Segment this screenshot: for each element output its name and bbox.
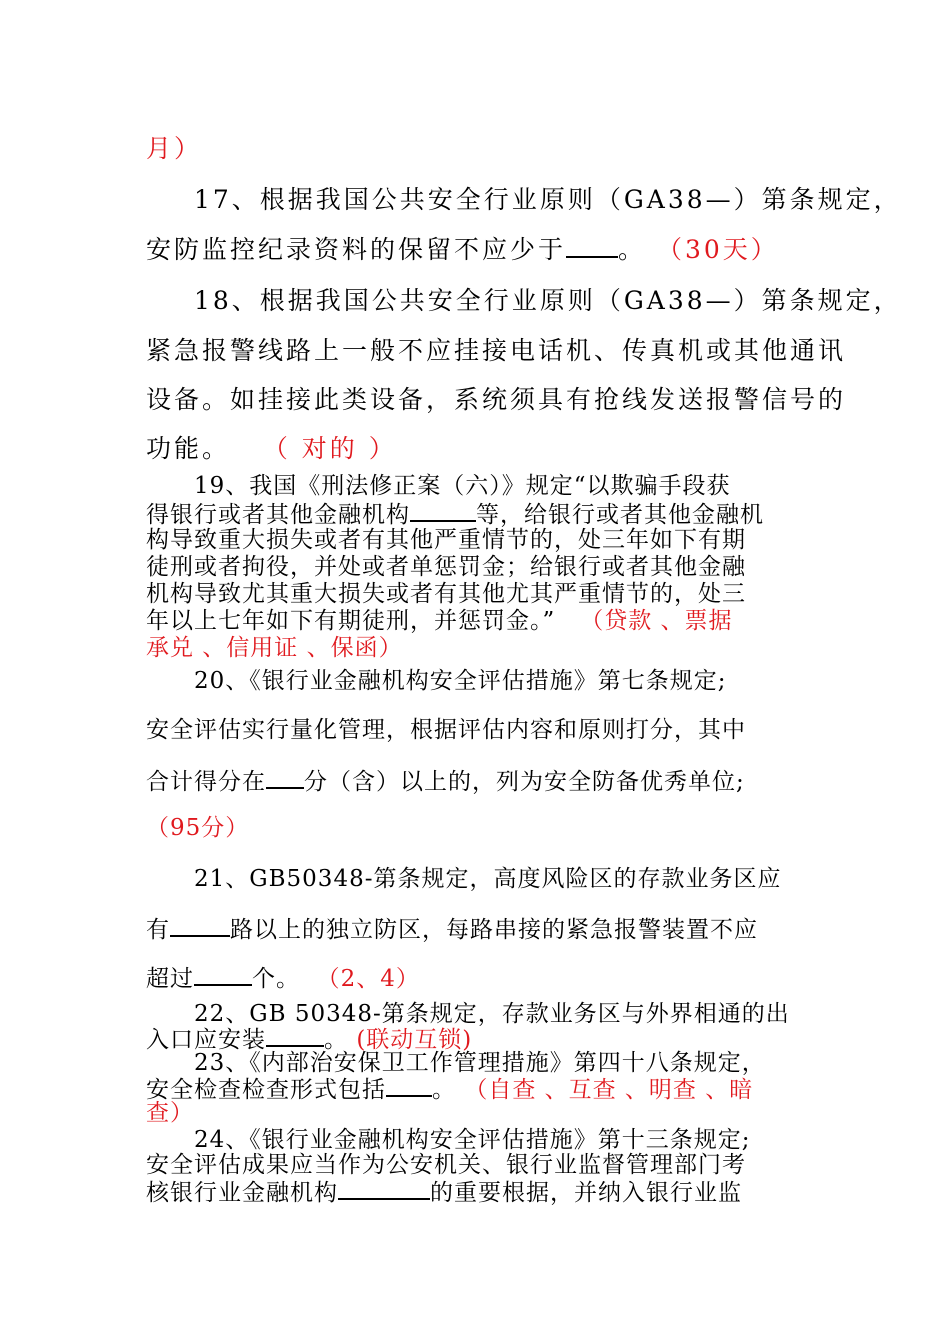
q24-line-1: 24、《银行业金融机构安全评估措施》第十三条规定; bbox=[194, 1127, 751, 1153]
q18-line-2: 紧急报警线路上一般不应挂接电话机、传真机或其他通讯 bbox=[146, 336, 847, 365]
q17-line-2: 安防监控纪录资料的保留不应少于 。 （30天） bbox=[146, 235, 779, 264]
q19-line-1: 19、我国《刑法修正案（六）》规定“以欺骗手段获 bbox=[194, 473, 731, 499]
q21-answer: （2、4） bbox=[316, 966, 420, 992]
q23-line-2: 安全检查检查形式包括 。 （自查 、互查 、明查 、暗 bbox=[146, 1077, 754, 1103]
q21-line-2: 有 路以上的独立防区，每路串接的紧急报警装置不应 bbox=[146, 917, 758, 943]
q23-line-1: 23、《内部治安保卫工作管理措施》第四十八条规定， bbox=[194, 1050, 766, 1076]
q19-line-4: 徒刑或者拘役，并处或者单惩罚金；给银行或者其他金融 bbox=[146, 554, 746, 580]
q18-line-1: 18、根据我国公共安全行业原则（GA38—）第条规定， bbox=[194, 286, 902, 315]
q21-blank-1 bbox=[170, 917, 230, 937]
q19-blank bbox=[410, 502, 476, 522]
q19-answer-part-1: （贷款 、票据 bbox=[580, 608, 733, 634]
q21-line-1: 21、GB50348-第条规定，高度风险区的存款业务区应 bbox=[194, 866, 782, 892]
q19-line-6: 年以上七年如下有期徒刑，并惩罚金。” （贷款 、票据 bbox=[146, 608, 733, 634]
q18-line-3: 设备。如挂接此类设备，系统须具有抢线发送报警信号的 bbox=[146, 385, 847, 414]
q23-blank bbox=[386, 1077, 432, 1097]
q20-answer: （95分） bbox=[146, 815, 250, 841]
q24-line-3: 核银行业金融机构 的重要根据，并纳入银行业监 bbox=[146, 1180, 742, 1206]
q17-blank bbox=[566, 238, 618, 258]
q22-line-2: 入口应安装 。 (联动互锁) bbox=[146, 1027, 473, 1053]
q21-line-3: 超过 个。 （2、4） bbox=[146, 966, 420, 992]
q20-line-1: 20、《银行业金融机构安全评估措施》第七条规定; bbox=[194, 668, 727, 694]
q19-line-2: 得银行或者其他金融机构 等，给银行或者其他金融机 bbox=[146, 502, 764, 528]
q24-blank bbox=[338, 1180, 430, 1200]
q21-blank-2 bbox=[194, 966, 252, 986]
q20-line-3: 合计得分在 分（含）以上的，列为安全防备优秀单位; bbox=[146, 769, 745, 795]
q19-line-5: 机构导致尤其重大损失或者有其他尤其严重情节的，处三 bbox=[146, 581, 746, 607]
q18-line-4: 功能。 （ 对的 ） bbox=[146, 434, 397, 463]
q22-blank bbox=[266, 1027, 324, 1047]
q19-line-3: 构导致重大损失或者有其他严重情节的，处三年如下有期 bbox=[146, 527, 746, 553]
q19-answer-part-2: 承兑 、信用证 、保函） bbox=[146, 635, 403, 661]
q24-line-2: 安全评估成果应当作为公安机关、银行业监督管理部门考 bbox=[146, 1152, 746, 1178]
q17-answer: （30天） bbox=[656, 235, 779, 264]
q18-answer: （ 对的 ） bbox=[262, 434, 397, 463]
q17-line-1: 17、根据我国公共安全行业原则（GA38—）第条规定， bbox=[194, 185, 902, 214]
q16-answer: 月） bbox=[146, 134, 203, 163]
q20-line-2: 安全评估实行量化管理，根据评估内容和原则打分，其中 bbox=[146, 717, 746, 743]
q22-answer: (联动互锁) bbox=[356, 1027, 473, 1053]
q20-blank bbox=[266, 769, 304, 789]
q23-answer-part-1: （自查 、互查 、明查 、暗 bbox=[464, 1077, 754, 1103]
q23-answer-part-2: 查） bbox=[146, 1100, 194, 1126]
q22-line-1: 22、GB 50348-第条规定，存款业务区与外界相通的出 bbox=[194, 1001, 790, 1027]
